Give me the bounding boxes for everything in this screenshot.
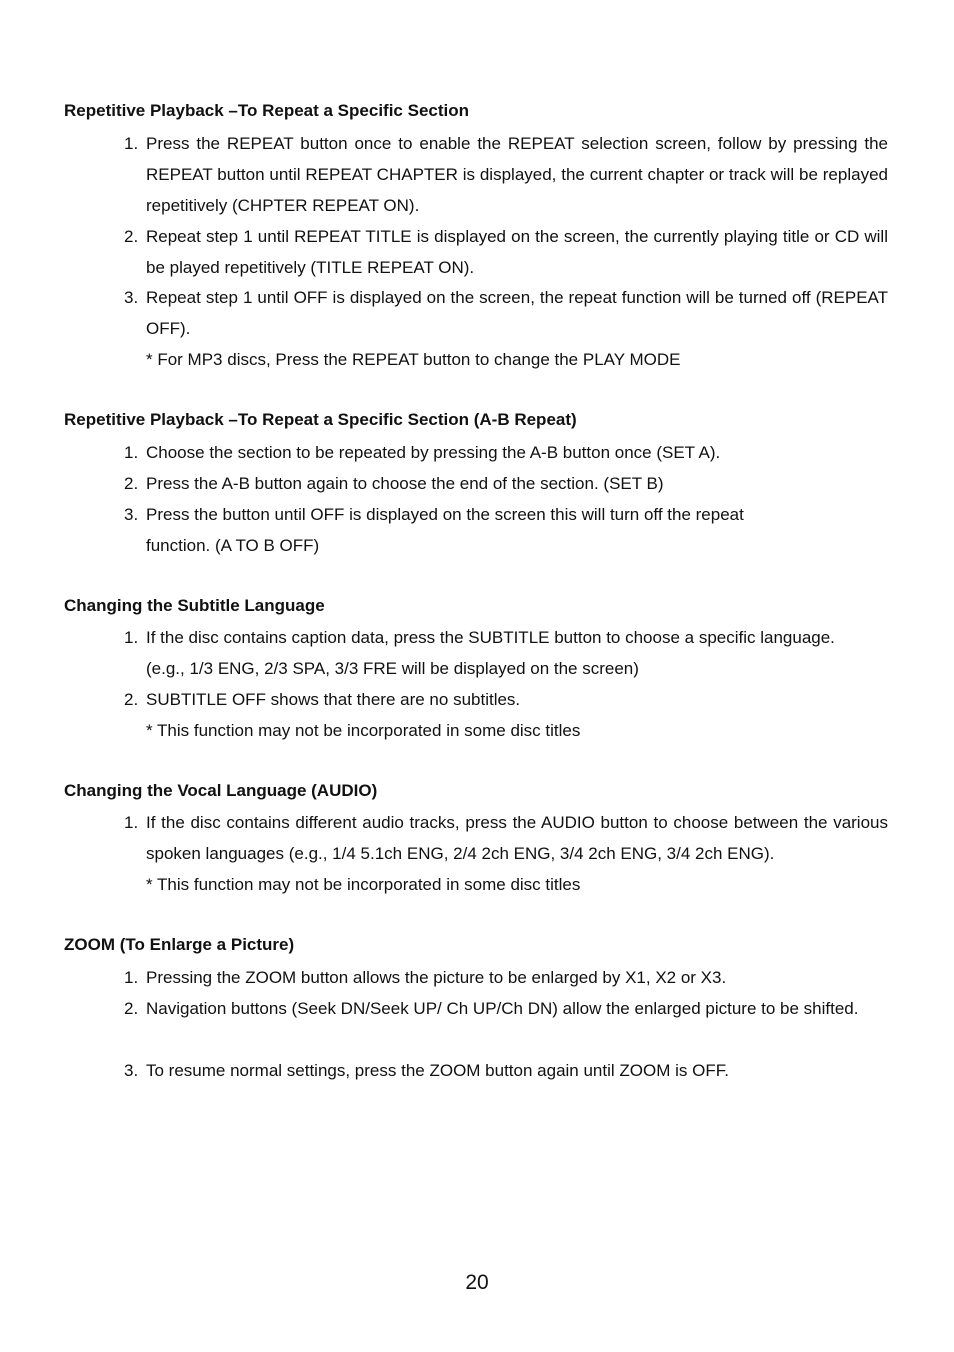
note-text: * This function may not be incorporated in some disc titles bbox=[146, 875, 581, 894]
note-text: * For MP3 discs, Press the REPEAT button to change the PLAY MODE bbox=[146, 350, 681, 369]
list-item-text: Choose the section to be repeated by pressing the A-B button once (SET A). bbox=[146, 443, 721, 462]
list-item bbox=[124, 622, 888, 684]
list-item-text: Repeat step 1 until REPEAT TITLE is displayed on the screen, the currently playing title or CD will be played repetitively (TITLE REPEAT ON). bbox=[146, 227, 888, 277]
list-item-text: If the disc contains caption data, press the SUBTITLE button to choose a specific language. bbox=[146, 628, 835, 647]
list-item-number: 2. bbox=[124, 999, 139, 1018]
section-heading-zoom: ZOOM (To Enlarge a Picture) bbox=[64, 935, 295, 954]
page-number: 20 bbox=[465, 1271, 489, 1294]
list-item-text: Press the A-B button again to choose the end of the section. (SET B) bbox=[146, 474, 664, 493]
list-item bbox=[124, 1055, 888, 1086]
list-item-number: 3. bbox=[124, 505, 139, 524]
list-item-number: 1. bbox=[124, 134, 139, 153]
list-item-number: 2. bbox=[124, 227, 139, 246]
list-item-number: 2. bbox=[124, 474, 139, 493]
list-item bbox=[124, 962, 888, 993]
note-text: * This function may not be incorporated in some disc titles bbox=[146, 721, 581, 740]
list-item-number: 1. bbox=[124, 443, 139, 462]
list-item bbox=[124, 993, 888, 1024]
list-item bbox=[124, 468, 888, 499]
list-item bbox=[124, 221, 888, 283]
list-item-number: 1. bbox=[124, 628, 139, 647]
list-item-text: Press the REPEAT button once to enable the REPEAT selection screen, follow by pressing the REPEAT button until REPEAT CHAPTER is displayed, the current chapter or track will be replayed repetitively (CHPTER REPEAT ON). bbox=[146, 134, 888, 215]
section-heading-repeat-section: Repetitive Playback –To Repeat a Specific Section bbox=[64, 101, 470, 120]
section-heading-audio: Changing the Vocal Language (AUDIO) bbox=[64, 781, 378, 800]
list-item-text-continued: (e.g., 1/3 ENG, 2/3 SPA, 3/3 FRE will be displayed on the screen) bbox=[146, 659, 639, 678]
section-heading-ab-repeat: Repetitive Playback –To Repeat a Specific Section (A-B Repeat) bbox=[64, 410, 577, 429]
list-item-text: SUBTITLE OFF shows that there are no subtitles. bbox=[146, 690, 521, 709]
list-item-number: 1. bbox=[124, 968, 139, 987]
list-item bbox=[124, 128, 888, 221]
list-item-number: 2. bbox=[124, 690, 139, 709]
list-item-text: Press the button until OFF is displayed on the screen this will turn off the repeat bbox=[146, 505, 744, 524]
list-item bbox=[124, 499, 888, 561]
list-item bbox=[124, 282, 888, 344]
list-item-text: Navigation buttons (Seek DN/Seek UP/ Ch UP/Ch DN) allow the enlarged picture to be shifted. bbox=[146, 999, 859, 1018]
list-item-number: 1. bbox=[124, 813, 139, 832]
list-item-number: 3. bbox=[124, 1061, 139, 1080]
list-item-number: 3. bbox=[124, 288, 139, 307]
list-item bbox=[124, 684, 888, 715]
list-item-text: Pressing the ZOOM button allows the picture to be enlarged by X1, X2 or X3. bbox=[146, 968, 727, 987]
list-item-text: Repeat step 1 until OFF is displayed on the screen, the repeat function will be turned off (REPEAT OFF). bbox=[146, 288, 888, 338]
list-item bbox=[124, 437, 888, 468]
section-heading-subtitle: Changing the Subtitle Language bbox=[64, 596, 325, 615]
list-item-text: If the disc contains different audio tracks, press the AUDIO button to choose between the various spoken languages (e.g., 1/4 5.1ch ENG, 2/4 2ch ENG, 3/4 2ch ENG, 3/4 2ch ENG). bbox=[146, 813, 888, 863]
list-item bbox=[124, 807, 888, 869]
list-item-text-continued: function. (A TO B OFF) bbox=[146, 536, 320, 555]
list-item-text: To resume normal settings, press the ZOOM button again until ZOOM is OFF. bbox=[146, 1061, 729, 1080]
